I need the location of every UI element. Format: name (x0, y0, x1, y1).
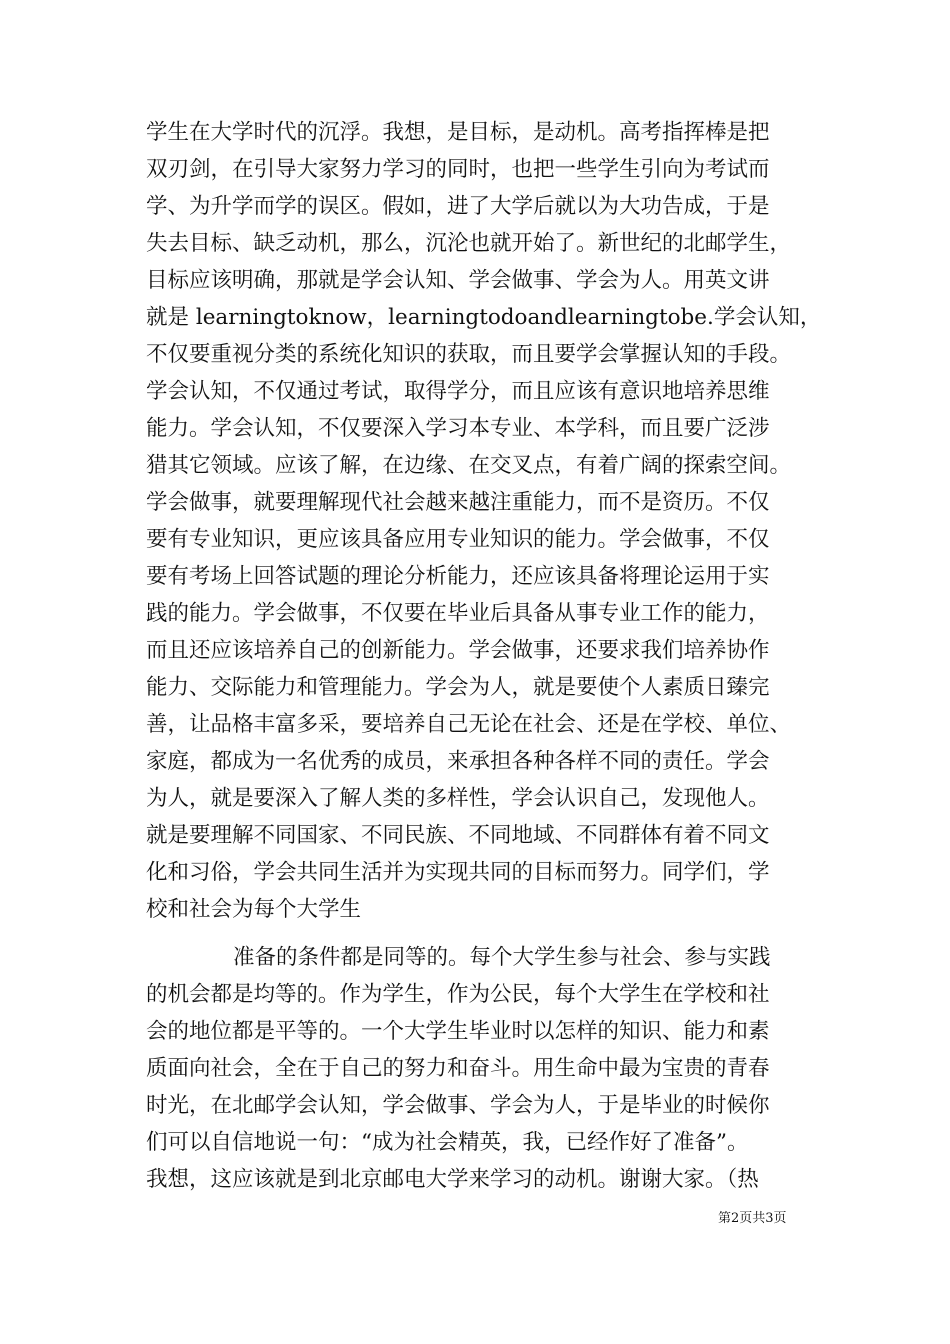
text-line: 为人，就是要深入了解人类的多样性，学会认识自己，发现他人。 (146, 786, 770, 811)
text-line: 能力、交际能力和管理能力。学会为人，就是要使个人素质日臻完 (146, 675, 770, 700)
text-line: 我想，这应该就是到北京邮电大学来学习的动机。谢谢大家。（热 (146, 1167, 759, 1192)
text-line: 的机会都是均等的。作为学生，作为公民，每个大学生在学校和社 (146, 982, 770, 1007)
text-line: 就是要理解不同国家、不同民族、不同地域、不同群体有着不同文 (146, 823, 770, 848)
text-line: 不仅要重视分类的系统化知识的获取，而且要学会掌握认知的手段。 (146, 342, 792, 367)
text-line: 践的能力。学会做事，不仅要在毕业后具备从事专业工作的能力， (146, 601, 770, 626)
text-line: 学会认知，不仅通过考试，取得学分，而且应该有意识地培养思维 (146, 379, 770, 404)
text-line-indented: 准备的条件都是同等的。每个大学生参与社会、参与实践 (233, 945, 771, 970)
text-line: 家庭，都成为一名优秀的成员，来承担各种各样不同的责任。学会 (146, 749, 770, 774)
text-line: 要有考场上回答试题的理论分析能力，还应该具备将理论运用于实 (146, 564, 770, 589)
text-line: 猎其它领域。应该了解，在边缘、在交叉点，有着广阔的探索空间。 (146, 453, 792, 478)
text-line: 目标应该明确，那就是学会认知、学会做事、学会为人。用英文讲 (146, 268, 770, 293)
text-line: 双刃剑，在引导大家努力学习的同时，也把一些学生引向为考试而 (146, 157, 770, 182)
text-line: 能力。学会认知，不仅要深入学习本专业、本学科，而且要广泛涉 (146, 416, 770, 441)
text-line: 质面向社会，全在于自己的努力和奋斗。用生命中最为宝贵的青春 (146, 1056, 770, 1081)
text-line: 就是 learningtoknow，learningtodoandlearningtobe.学会认知， (146, 305, 822, 330)
text-line: 而且还应该培养自己的创新能力。学会做事，还要求我们培养协作 (146, 638, 770, 663)
page-number-footer: 第2页共3页 (718, 1211, 787, 1226)
text-line: 失去目标、缺乏动机，那么，沉沦也就开始了。新世纪的北邮学生， (146, 231, 792, 256)
text-line: 时光，在北邮学会认知，学会做事、学会为人，于是毕业的时候你 (146, 1093, 770, 1118)
text-line: 化和习俗，学会共同生活并为实现共同的目标而努力。同学们，学 (146, 860, 770, 885)
text-line: 要有专业知识，更应该具备应用专业知识的能力。学会做事，不仅 (146, 527, 770, 552)
text-line: 学会做事，就要理解现代社会越来越注重能力，而不是资历。不仅 (146, 490, 770, 515)
text-line: 们可以自信地说一句：“成为社会精英，我，已经作好了准备”。 (146, 1130, 749, 1155)
text-line: 学生在大学时代的沉浮。我想，是目标，是动机。高考指挥棒是把 (146, 120, 770, 145)
text-line: 学、为升学而学的误区。假如，进了大学后就以为大功告成，于是 (146, 194, 770, 219)
text-line: 会的地位都是平等的。一个大学生毕业时以怎样的知识、能力和素 (146, 1019, 770, 1044)
text-line: 校和社会为每个大学生 (146, 897, 362, 922)
text-line: 善，让品格丰富多采，要培养自己无论在社会、还是在学校、单位、 (146, 712, 792, 737)
